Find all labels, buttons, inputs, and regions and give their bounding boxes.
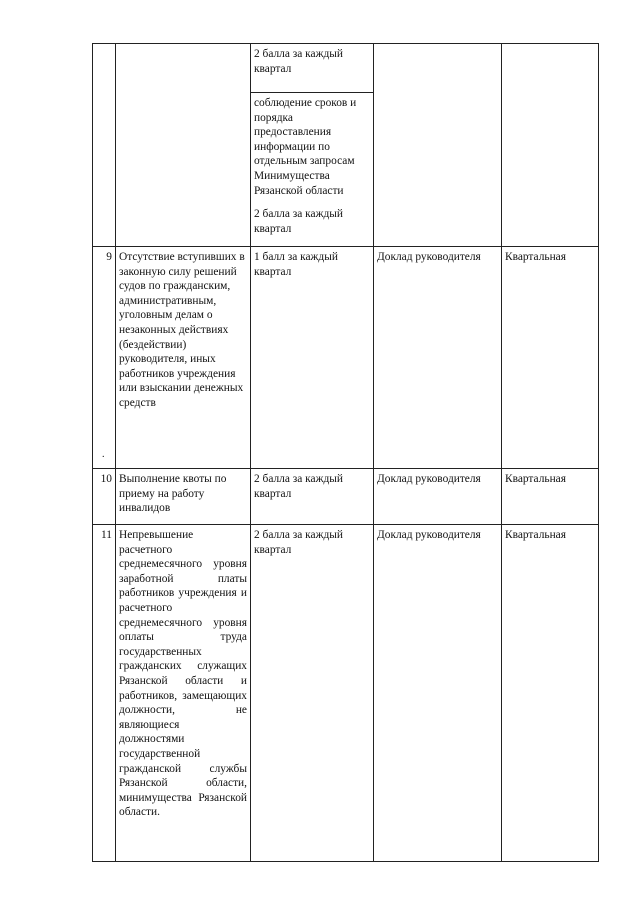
- report-cell: [374, 247, 502, 469]
- row-number: [93, 247, 116, 469]
- score-cell: [251, 469, 374, 525]
- condition-cell: [251, 93, 374, 247]
- table-row-11: [93, 525, 599, 862]
- row-number: [93, 469, 116, 525]
- row-number: [93, 525, 116, 862]
- table-row-10: [93, 469, 599, 525]
- table-row-continued: [93, 44, 599, 93]
- condition-text: соблюдение сроков и порядка предоставления информации по отдельным запросам Минимущества Рязанской области: [254, 97, 357, 197]
- report-cell-empty: [374, 44, 502, 247]
- score-text: 2 балла за каждый квартал: [254, 473, 344, 500]
- period-text: Квартальная: [505, 251, 566, 263]
- report-cell: [374, 525, 502, 862]
- report-cell: [374, 469, 502, 525]
- criterion-cell: [116, 469, 251, 525]
- score-text: 1 балл за каждый квартал: [254, 251, 338, 278]
- report-text: Доклад руководителя: [377, 529, 481, 541]
- table-row-9: [93, 247, 599, 469]
- score-text: 2 балла за каждый квартал: [254, 208, 344, 235]
- criterion-text: Выполнение квоты по приему на работу инвалидов: [119, 473, 227, 515]
- score-cell: [251, 247, 374, 469]
- criterion-cell: [116, 525, 251, 862]
- score-text: 2 балла за каждый квартал: [254, 48, 344, 75]
- period-cell: [502, 247, 599, 469]
- period-text: Квартальная: [505, 473, 566, 485]
- criterion-cell: [116, 247, 251, 469]
- row-number-text: 9: [106, 251, 112, 263]
- period-text: Квартальная: [505, 529, 566, 541]
- score-text: 2 балла за каждый квартал: [254, 529, 344, 556]
- score-cell: [251, 525, 374, 862]
- row-number-text: 10: [100, 473, 112, 485]
- criterion-text: Непревышение расчетного среднемесячного уровня заработной платы работников учреждения и расчетного среднемесячного уровня оплаты труда государственных гражданских служащих Рязанской области и работников, замещающих должности, не являющиеся должностями государственной гражданской службы Рязанской области, минимущества Рязанской области.: [119, 529, 247, 819]
- stray-mark: .: [102, 449, 105, 461]
- score-cell: [251, 44, 374, 93]
- row-number-text: 11: [101, 529, 112, 541]
- criteria-table: [92, 43, 599, 862]
- period-cell: [502, 469, 599, 525]
- criterion-cell-empty: [116, 44, 251, 247]
- report-text: Доклад руководителя: [377, 251, 481, 263]
- period-cell-empty: [502, 44, 599, 247]
- period-cell: [502, 525, 599, 862]
- criterion-text: Отсутствие вступивших в законную силу решений судов по гражданским, административным, уголовным делам о незаконных действиях (бездействии) руководителя, иных работников учреждения или взыскании денежных средств: [119, 251, 245, 409]
- report-text: Доклад руководителя: [377, 473, 481, 485]
- num-cell-empty: [93, 44, 116, 247]
